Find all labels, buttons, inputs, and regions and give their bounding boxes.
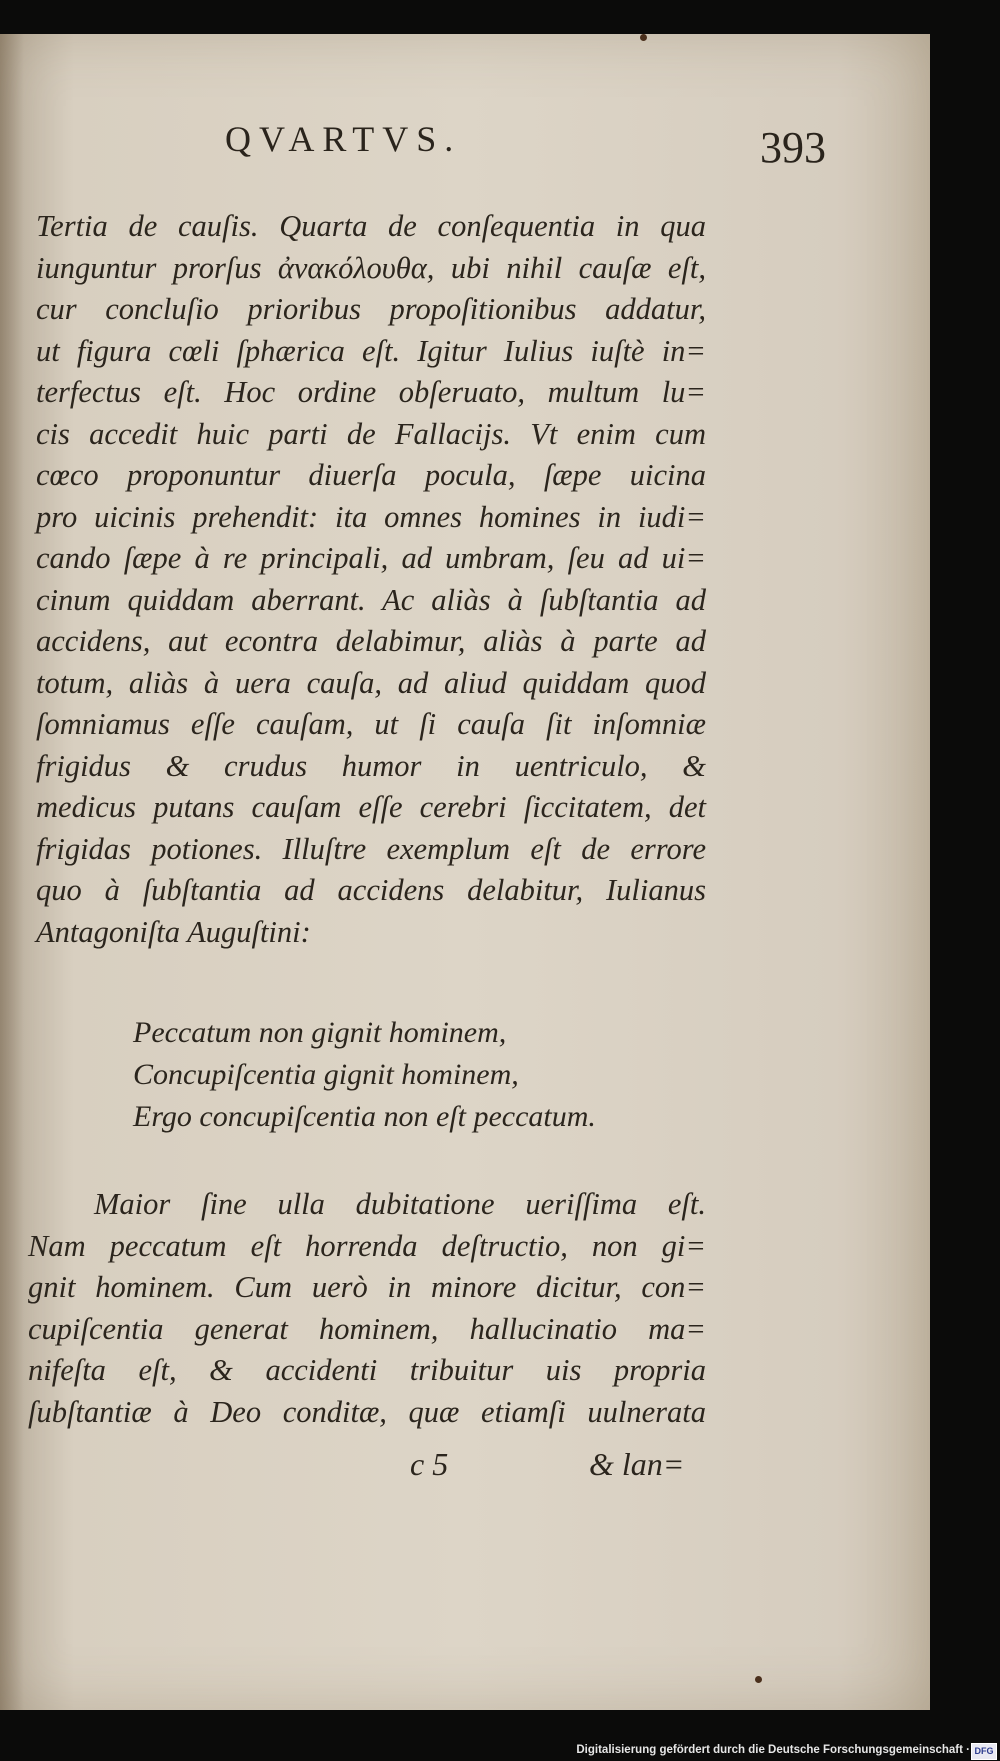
verse-line: Concupiſcentia gignit hominem, xyxy=(133,1058,519,1091)
text-line: accidens, aut econtra delabimur, aliàs à parte ad xyxy=(36,624,706,658)
text-line: terfectus eſt. Hoc ordine obſeruato, multum lu= xyxy=(36,375,706,409)
syllogism-verse xyxy=(133,1012,596,1138)
digitization-footer xyxy=(0,1742,1000,1761)
text-line: Nam peccatum eſt horrenda deſtructio, non gi= xyxy=(28,1228,706,1263)
signature-mark: c 5 xyxy=(410,1446,449,1482)
text-line: nifeſta eſt, & accidenti tribuitur uis propria xyxy=(28,1353,706,1387)
text-line: cis accedit huic parti de Fallacijs. Vt enim cum xyxy=(36,416,706,451)
text-line: Antagoniſta Auguſtini: xyxy=(36,914,311,949)
ink-fleck xyxy=(755,1676,762,1683)
text-line: medicus putans cauſam eſſe cerebri ſiccitatem, det xyxy=(36,790,706,824)
text-line: ſubſtantiæ à Deo conditæ, quæ etiamſi uulnerata xyxy=(28,1394,706,1429)
text-line: Tertia de cauſis. Quarta de conſequentia in qua xyxy=(36,209,706,243)
text-line: iunguntur prorſus ἀνακόλουθα, ubi nihil cauſæ eſt, xyxy=(36,250,706,285)
text-line: cœco proponuntur diuerſa pocula, ſæpe uicina xyxy=(36,458,706,492)
text-line: Maior ſine ulla dubitatione ueriſſima eſt. xyxy=(94,1187,706,1221)
text-line: cur concluſio prioribus propoſitionibus addatur, xyxy=(36,292,706,326)
text-line: ſomniamus eſſe cauſam, ut ſi cauſa ſit inſomniæ xyxy=(36,707,706,741)
text-line: totum, aliàs à uera cauſa, ad aliud quiddam quod xyxy=(36,665,706,700)
text-line: frigidas potiones. Illuſtre exemplum eſt de errore xyxy=(36,831,706,866)
text-line: cando ſæpe à re principali, ad umbram, ſeu ad ui= xyxy=(36,541,706,575)
text-line: ut figura cœli ſphærica eſt. Igitur Iulius iuſtè in= xyxy=(36,333,706,368)
book-page xyxy=(0,34,930,1710)
text-line: gnit hominem. Cum uerò in minore dicitur, con= xyxy=(28,1270,706,1304)
page-header xyxy=(0,118,930,188)
ink-fleck xyxy=(640,34,647,41)
footer-marks xyxy=(0,1446,930,1496)
funding-credit: Digitalisierung gefördert durch die Deutsche Forschungsgemeinschaft · xyxy=(576,1744,970,1756)
text-line: pro uicinis prehendit: ita omnes homines in iudi= xyxy=(36,499,706,534)
text-line: cinum quiddam aberrant. Ac aliàs à ſubſtantia ad xyxy=(36,582,706,617)
paragraph-1 xyxy=(36,206,706,953)
catchword: & lan= xyxy=(589,1446,685,1482)
running-head: QVARTVS. xyxy=(225,119,462,159)
paragraph-2 xyxy=(28,1184,706,1433)
page-number: 393 xyxy=(760,123,826,172)
text-line: cupiſcentia generat hominem, hallucinatio ma= xyxy=(28,1311,706,1346)
text-line: quo à ſubſtantia ad accidens delabitur, Iulianus xyxy=(36,873,706,907)
verse-line: Ergo concupiſcentia non eſt peccatum. xyxy=(133,1100,596,1133)
dfg-logo-icon: DFG xyxy=(971,1743,997,1760)
text-line: frigidus & crudus humor in uentriculo, & xyxy=(36,748,706,783)
verse-line: Peccatum non gignit hominem, xyxy=(133,1016,507,1049)
